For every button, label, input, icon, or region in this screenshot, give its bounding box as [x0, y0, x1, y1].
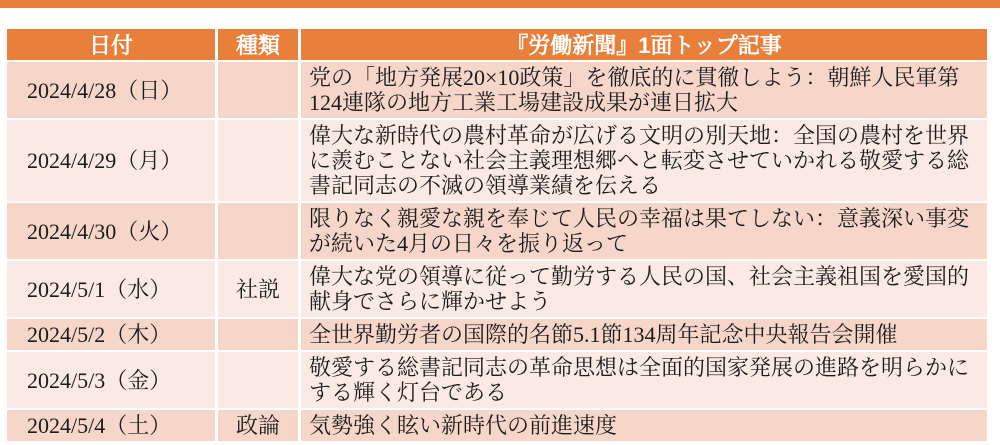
headline-table	[4, 27, 990, 443]
article-cell: 偉大な新時代の農村革命が広げる文明の別天地：全国の農村を世界に羨むことない社会主義理想郷へと転変させていかれる敬愛する総書記同志の不滅の領導業績を伝える	[301, 120, 987, 201]
article-cell: 気勢強く眩い新時代の前進速度	[301, 410, 987, 441]
type-cell	[218, 62, 298, 118]
type-cell	[218, 352, 298, 408]
date-cell: 2024/4/30（火）	[7, 203, 215, 259]
type-cell	[218, 120, 298, 201]
date-cell: 2024/4/28（日）	[7, 62, 215, 118]
table-row	[7, 319, 987, 350]
top-accent-bar	[0, 0, 1000, 8]
column-header-type: 種類	[218, 29, 298, 60]
table-row	[7, 203, 987, 259]
article-cell: 偉大な党の領導に従って勤労する人民の国、社会主義祖国を愛国的献身でさらに輝かせよう	[301, 261, 987, 317]
article-cell: 限りなく親愛な親を奉じて人民の幸福は果てしない：意義深い事変が続いた4月の日々を振り返って	[301, 203, 987, 259]
table-row	[7, 352, 987, 408]
table-row	[7, 62, 987, 118]
date-cell: 2024/5/1（水）	[7, 261, 215, 317]
table-row	[7, 120, 987, 201]
type-cell: 政論	[218, 410, 298, 441]
table-row	[7, 410, 987, 441]
article-cell: 敬愛する総書記同志の革命思想は全面的国家発展の進路を明らかにする輝く灯台である	[301, 352, 987, 408]
type-cell	[218, 319, 298, 350]
table-row	[7, 261, 987, 317]
date-cell: 2024/5/3（金）	[7, 352, 215, 408]
article-cell: 全世界勤労者の国際的名節5.1節134周年記念中央報告会開催	[301, 319, 987, 350]
type-cell: 社説	[218, 261, 298, 317]
date-cell: 2024/5/2（木）	[7, 319, 215, 350]
type-cell	[218, 203, 298, 259]
date-cell: 2024/4/29（月）	[7, 120, 215, 201]
article-cell: 党の「地方発展20×10政策」を徹底的に貫徹しよう：朝鮮人民軍第124連隊の地方工業工場建設成果が連日拡大	[301, 62, 987, 118]
column-header-article: 『労働新聞』1面トップ記事	[301, 29, 987, 60]
table-header-row	[7, 29, 987, 60]
date-cell: 2024/5/4（土）	[7, 410, 215, 441]
column-header-date: 日付	[7, 29, 215, 60]
